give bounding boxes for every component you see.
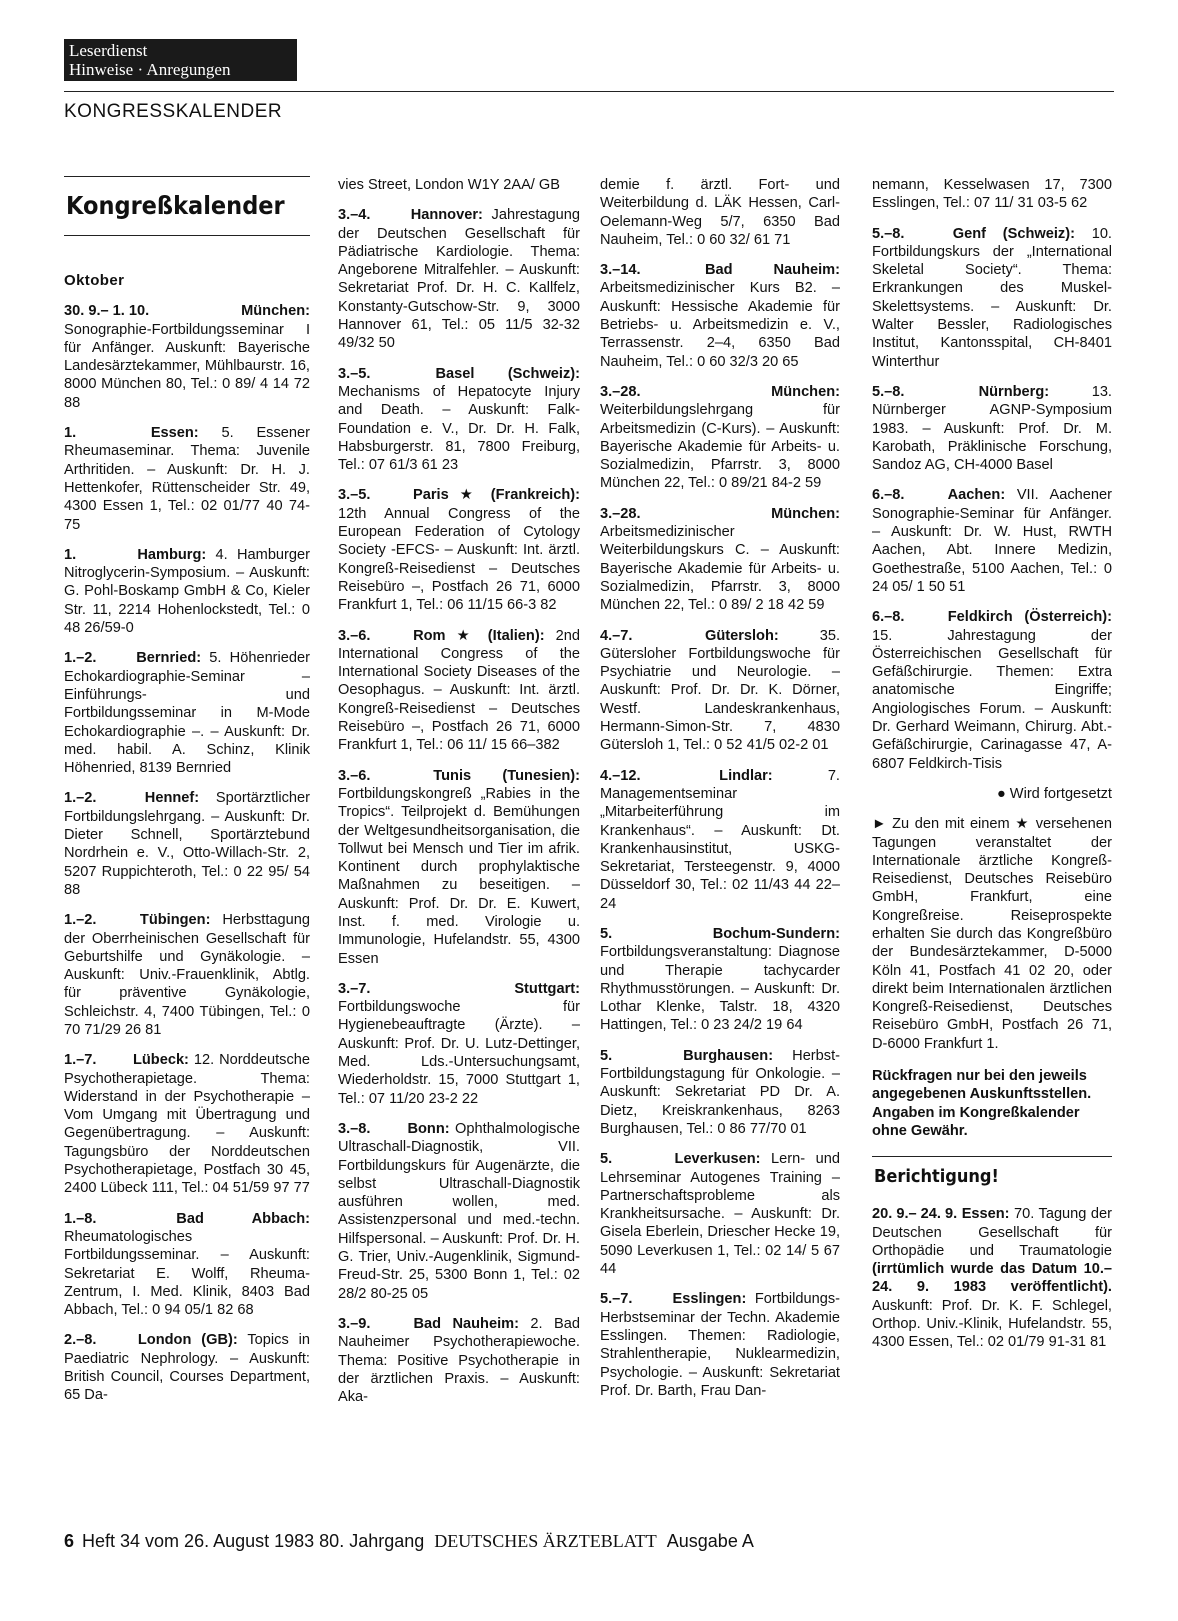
- calendar-entry: [64, 1331, 310, 1404]
- entry-text: Arbeitsmedizinischer Kurs B2. – Auskunft: Hessische Akademie für Betriebs- u. Arbeitsmedizin e. V., Terrassenstr. 2–4, 6350 Bad Nauheim, Tel.: 0 60 32/3 20 65: [600, 280, 840, 370]
- entry-text: Weiterbildungslehrgang für Arbeitsmedizin (C-Kurs). – Auskunft: Bayerische Akademie für Arbeits- u. Sozialmedizin, Pfarrstr. 3, 8000 München 22, Tel.: 0 89/21 84-2 59: [600, 402, 840, 492]
- entry-text: 12. Norddeutsche Psychotherapietage. Thema: Widerstand in der Psychotherapie – Vom Umgang mit Übertragung und Gegenübertragung. – Auskunft: Tagungsbüro der Norddeutschen Psychotherapietage, Postfach 30 45, 2400 Lübeck 111, Tel.: 04 51/59 97 77: [64, 1052, 310, 1197]
- entry-city: London (GB):: [137, 1332, 238, 1349]
- page-title: Kongreßkalender: [64, 177, 310, 236]
- entry-date: 4.–12.: [600, 767, 641, 784]
- entry-text: Ophthalmologische Ultraschall-Diagnostik, VII. Fortbildungskurs für Augenärzte, die selbst Ultraschall-Diagnostik ausführen wollen, med. Assistenzpersonal und med.-techn. Hilfspersonal. – Auskunft: Prof. Dr. H. G. Trier, Univ.-Augenklinik, Sigmund-Freud-Str. 25, 5300 Bonn 1, Tel.: 02 28/2 80-25 05: [338, 1120, 580, 1302]
- calendar-entry: [600, 1290, 840, 1400]
- title-block: [64, 176, 310, 236]
- entry-date: 3.–28.: [600, 383, 641, 400]
- entry-date: 3.–6.: [338, 767, 371, 784]
- calendar-entry: [600, 627, 840, 755]
- entry-date: 1.–8.: [64, 1210, 97, 1227]
- calendar-entry: [600, 1150, 840, 1278]
- entry-text: 2. Bad Nauheimer Psychotherapiewoche. Thema: Positive Psychotherapie in der ärztlichen Praxis. – Auskunft: Aka-: [338, 1315, 580, 1406]
- entry-city: Essen:: [961, 1206, 1010, 1223]
- entries-col1: [64, 302, 310, 1404]
- entry-city: Basel (Schweiz):: [435, 365, 580, 382]
- entry-date: 5.–7.: [600, 1291, 633, 1308]
- column-3: [600, 176, 840, 1412]
- entry-date: 5.: [600, 925, 613, 942]
- calendar-entry: [600, 176, 840, 249]
- entry-city: Lübeck:: [132, 1052, 189, 1069]
- entry-date: 1.–2.: [64, 790, 97, 807]
- entry-date: 1.–2.: [64, 650, 97, 667]
- entry-text: Rheumatologisches Fortbildungsseminar. – Auskunft: Sekretariat E. Wolff, Rheuma-Zentrum, I. Med. Klinik, 8403 Bad Abbach, Tel.: 0 94 05/1 82 68: [64, 1228, 310, 1319]
- entry-city: Bad Nauheim:: [704, 262, 840, 279]
- disclaimer: Rückfragen nur bei den jeweils angegebenen Auskunftsstellen. Angaben im Kongreßkalender ohne Gewähr.: [872, 1068, 1092, 1139]
- entry-city: Bad Nauheim:: [413, 1315, 519, 1332]
- entry-date: 3.–9.: [338, 1315, 371, 1332]
- column-4: [872, 176, 1112, 1364]
- entry-text: VII. Aachener Sonographie-Seminar für Anfänger. – Auskunft: Dr. W. Hust, RWTH Aachen, Abt. Innere Medizin, Goethestraße, 5100 Aachen, Tel.: 0 24 05/ 1 50 51: [872, 487, 1112, 595]
- entry-city: Tübingen:: [139, 912, 211, 929]
- issue-info: Heft 34 vom 26. August 1983 80. Jahrgang: [82, 1531, 425, 1551]
- calendar-entry: [64, 302, 310, 412]
- entry-date: 5.: [600, 1151, 613, 1168]
- calendar-entry: [338, 365, 580, 475]
- entry-city: Esslingen:: [672, 1291, 747, 1308]
- calendar-entry: [600, 925, 840, 1035]
- entry-city: Hamburg:: [137, 546, 207, 563]
- page-footer: [64, 1531, 754, 1552]
- correction-entry: [872, 1205, 1112, 1351]
- calendar-entry: [600, 767, 840, 913]
- calendar-entry: [338, 486, 580, 614]
- entry-text: Jahrestagung der Deutschen Gesellschaft für Pädiatrische Kardiologie. Thema: Angeborene Mitralfehler. – Auskunft: Sekretariat Prof. Dr. H. C. Kallfelz, Konstanty-Gutschow-Str. 9, 3000 Hannover 61, Tel.: 05 11/5 32-32 49/32 50: [338, 207, 580, 352]
- entry-date: 3.–7.: [338, 980, 371, 997]
- calendar-entry: [600, 261, 840, 371]
- calendar-entry: [64, 1051, 310, 1197]
- entry-date: 3.–6.: [338, 627, 371, 644]
- entry-text: 7. Managementseminar „Mitarbeiterführung im Krankenhaus“. – Auskunft: Dt. Krankenhausinstitut, USKG-Sekretariat, Tersteegenstr. 9, 4000 Düsseldorf 30, Tel.: 02 11/43 44 22–24: [600, 767, 840, 912]
- entry-city: Nürnberg:: [978, 383, 1050, 400]
- calendar-entry: [872, 176, 1112, 213]
- month-heading: Oktober: [64, 272, 125, 289]
- calendar-entry: [872, 383, 1112, 474]
- entry-city: Gütersloh:: [704, 627, 779, 644]
- entry-date: 1.–2.: [64, 912, 97, 929]
- entry-text: 70. Tagung der Deutschen Gesellschaft für Orthopädie und Traumatologie: [872, 1206, 1112, 1259]
- entry-text: 13. Nürnberger AGNP-Symposium 1983. – Auskunft: Prof. Dr. M. Karobath, Präklinische Forschung, Sandoz AG, CH-4000 Basel: [872, 383, 1112, 474]
- badge-line-1: Leserdienst: [69, 41, 148, 60]
- entry-text: 10. Fortbildungskurs der „International Skeletal Society“. Thema: Erkrankungen des Muskel-Skelettsystems. – Auskunft: Dr. Walter Bessler, Radiologisches Institut, Kantonsspital, CH-8401 Winterthur: [872, 225, 1112, 370]
- entry-text: 12th Annual Congress of the European Federation of Cytology Society -EFCS- – Auskunft: Int. ärztl. Kongreß-Reisedienst – Deutsches Reisebüro –, Postfach 26 71, 6000 Frankfurt 1, Tel.: 06 11/15 66-3 82: [338, 505, 580, 614]
- calendar-entry: [64, 546, 310, 637]
- entry-text: Lern- und Lehrseminar Autogenes Training – Partnerschaftsprobleme als Krankheitsursache. – Auskunft: Dr. Gisela Eberlein, Driescher Hecke 19, 5090 Leverkusen 1, Tel.: 02 14/ 5 67 44: [600, 1151, 840, 1278]
- entry-text-bold: (irrtümlich wurde das Datum 10.–24. 9. 1983 veröffentlicht).: [872, 1261, 1112, 1296]
- calendar-entry: [338, 206, 580, 352]
- entry-text: 35. Gütersloher Fortbildungswoche für Psychiatrie und Neurologie. – Auskunft: Prof. Dr. Dr. K. Dörner, Westf. Landeskrankenhaus, Hermann-Simon-Str. 7, 4830 Gütersloh 1, Tel.: 0 52 41/5 02-2 01: [600, 627, 840, 754]
- entry-city: Tunis (Tunesien):: [433, 767, 580, 784]
- entry-city: München:: [771, 505, 840, 522]
- entry-date: 3.–14.: [600, 262, 641, 279]
- entries-col4: [872, 176, 1112, 773]
- entry-text: 4. Hamburger Nitroglycerin-Symposium. – Auskunft: G. Pohl-Boskamp GmbH & Co, Kieler Str. 11, 2214 Hohenlockstedt, Tel.: 0 48 26/59-0: [64, 546, 311, 637]
- entry-text: Fortbildungs-Herbstseminar der Techn. Akademie Esslingen. Themen: Radiologie, Strahlentherapie, Nuklearmedizin, Psychologie. – Auskunft: Sekretariat Prof. Dr. Barth, Frau Dan-: [600, 1291, 840, 1399]
- edition: Ausgabe A: [666, 1531, 754, 1551]
- calendar-entry: [338, 627, 580, 755]
- entry-text: Sportärztlicher Fortbildungslehrgang. – Auskunft: Dr. Dieter Schnell, Sportärztebund Nordrhein e. V., Otto-Willach-Str. 2, 5207 Ruppichteroth, Tel.: 0 22 95/ 54 88: [64, 790, 310, 898]
- entry-text: Arbeitsmedizinischer Weiterbildungskurs C. – Auskunft: Bayerische Akademie für Arbeits- u. Sozialmedizin, Pfarrstr. 3, 8000 München 22, Tel.: 0 89/ 2 18 42 59: [600, 524, 840, 614]
- entry-date: 3.–28.: [600, 505, 641, 522]
- entry-text: Herbst-Fortbildungstagung für Onkologie. – Auskunft: Sekretariat PD Dr. A. Dietz, Kreiskrankenhaus, 8263 Burghausen, Tel.: 0 86 77/70 01: [600, 1047, 840, 1137]
- calendar-entry: [600, 383, 840, 493]
- calendar-entry: [872, 486, 1112, 596]
- entry-date: 2.–8.: [64, 1332, 97, 1349]
- entry-city: Stuttgart:: [514, 980, 580, 997]
- entry-text: Fortbildungswoche für Hygienebeauftragte (Ärzte). – Auskunft: Prof. Dr. U. Lutz-Dettinger, Med. Lds.-Untersuchungsamt, Wiederholdstr. 15, 7000 Stuttgart 1, Tel.: 07 11/20 23-2 22: [338, 999, 580, 1107]
- entry-city: Bernried:: [136, 650, 202, 667]
- entries-col3: [600, 176, 840, 1400]
- continued-note: ● Wird fortgesetzt: [996, 785, 1112, 802]
- entry-text: Fortbildungskongreß „Rabies in the Tropics“. Teilprojekt d. Bemühungen der Weltgesundheitsorganisation, die Tollwut bei Mensch und Tier im afrik. Kontinent durch prophylaktische Maßnahmen zu beseitigen. – Auskunft: Prof. Dr. Dr. E. Kuwert, Inst. f. med. Virologie u. Immunologie, Hufelandstr. 55, 4300 Essen: [338, 785, 580, 967]
- column-1: [64, 176, 310, 1417]
- entry-text: 15. Jahrestagung der Österreichischen Gesellschaft für Gefäßchirurgie. Themen: Extra anatomische Eingriffe; Angiologisches Forum. – Auskunft: Dr. Gerhard Weimann, Chirurg. Abt.-Gefäßchirurgie, Carinagasse 47, A-6807 Feldkirch-Tisis: [872, 627, 1112, 772]
- entry-date: 6.–8.: [872, 487, 905, 504]
- entry-text: Mechanisms of Hepatocyte Injury and Death. – Auskunft: Falk-Foundation e. V., Dr. Dr. H. Falk, Habsburgerstr. 81, 7800 Freiburg, Tel.: 07 61/3 61 23: [338, 383, 580, 474]
- entry-date: 30. 9.– 1. 10.: [64, 303, 150, 320]
- entry-date: 20. 9.– 24. 9.: [872, 1206, 958, 1223]
- entry-text: Sonographie-Fortbildungsseminar I für Anfänger. Auskunft: Bayerische Landesärztekammer, Mühlbaurstr. 16, 8000 München 80, Tel.: 0 89/ 4 14 72 88: [64, 321, 310, 411]
- entry-city: Leverkusen:: [674, 1151, 761, 1168]
- entry-text: vies Street, London W1Y 2AA/ GB: [338, 177, 560, 193]
- entry-date: 3.–5.: [338, 365, 371, 382]
- calendar-entry: [338, 980, 580, 1108]
- entry-text: 5. Höhenrieder Echokardiographie-Seminar – Einführungs- und Fortbildungsseminar in M-Mode Echokardiographie –. – Auskunft: Dr. med. habil. A. Schinz, Klinik Höhenried, 8139 Bernried: [64, 650, 310, 777]
- header-rule: [64, 91, 1114, 92]
- calendar-entry: [600, 1047, 840, 1138]
- entry-text: demie f. ärztl. Fort- und Weiterbildung d. LÄK Hessen, Carl-Oelemann-Weg 5/7, 6350 Bad Nauheim, Tel.: 0 60 32/ 61 71: [600, 177, 840, 248]
- calendar-entry: [872, 225, 1112, 371]
- calendar-entry: [64, 649, 310, 777]
- badge-line-2: Hinweise · Anregungen: [69, 60, 231, 79]
- column-2: [338, 176, 580, 1418]
- entry-city: Feldkirch (Österreich):: [947, 609, 1112, 626]
- entry-city: Bonn:: [407, 1120, 450, 1137]
- entry-city: Rom ★ (Italien):: [413, 627, 545, 644]
- magazine-name: DEUTSCHES ÄRZTEBLATT: [434, 1531, 657, 1551]
- entry-city: Bad Abbach:: [176, 1210, 310, 1227]
- calendar-entry: [64, 424, 310, 534]
- entries-col2: [338, 176, 580, 1406]
- entry-city: Bochum-Sundern:: [712, 925, 840, 942]
- section-badge: [64, 39, 297, 81]
- calendar-entry: [64, 911, 310, 1039]
- entry-date: 5.–8.: [872, 383, 905, 400]
- entry-text: 5. Essener Rheumaseminar. Thema: Juvenile Arthritiden. – Auskunft: Dr. H. J. Hettenkofer, Rüttenscheider Str. 49, 4300 Essen 1, Tel.: 02 01/77 40 74-75: [64, 425, 310, 533]
- entry-date: 1.: [64, 425, 77, 442]
- entry-text: nemann, Kesselwasen 17, 7300 Esslingen, Tel.: 07 11/ 31 03-5 62: [872, 177, 1112, 212]
- entry-text: 2nd International Congress of the International Society Diseases of the Oesophagus. – Auskunft: Int. ärztl. Kongreß-Reisedienst – Deutsches Reisebüro –, Postfach 26 71, 6000 Frankfurt 1, Tel.: 06 11/ 15 66–382: [338, 627, 580, 754]
- entry-city: Genf (Schweiz):: [952, 225, 1075, 242]
- correction-title: Berichtigung!: [872, 1156, 1112, 1197]
- entry-text-end: Auskunft: Prof. Dr. K. F. Schlegel, Orthop. Univ.-Klinik, Hufelandstr. 55, 4300 Essen, Tel.: 02 01/79 91-31 81: [872, 1297, 1112, 1351]
- entry-city: Lindlar:: [719, 767, 773, 784]
- entry-date: 6.–8.: [872, 609, 905, 626]
- calendar-entry: [338, 1120, 580, 1303]
- entry-date: 4.–7.: [600, 627, 633, 644]
- entry-city: Paris ★ (Frankreich):: [413, 487, 580, 504]
- calendar-entry: [338, 767, 580, 968]
- entry-city: Hannover:: [410, 207, 483, 224]
- entry-date: 1.: [64, 546, 77, 563]
- calendar-entry: [64, 1210, 310, 1320]
- calendar-entry: [64, 789, 310, 899]
- entry-city: Aachen:: [947, 487, 1006, 504]
- entry-date: 5.–8.: [872, 225, 905, 242]
- entry-city: Essen:: [150, 425, 199, 442]
- section-title: KONGRESSKALENDER: [64, 101, 283, 122]
- calendar-entry: [338, 1315, 580, 1406]
- entry-text: Herbsttagung der Oberrheinischen Gesellschaft für Geburtshilfe und Gynäkologie. – Auskunft: Univ.-Frauenklinik, Abtlg. für präventive Gynäkologie, Schleichstr. 4, 7400 Tübingen, Tel.: 0 70 71/29 26 81: [64, 912, 310, 1038]
- calendar-entry: [600, 505, 840, 615]
- entry-text: Fortbildungsveranstaltung: Diagnose und Therapie tachycarder Rhythmusstörungen. – Auskunft: Dr. Lothar Klenke, Talstr. 18, 4320 Hattingen, Tel.: 0 23 24/2 19 64: [600, 944, 840, 1034]
- calendar-entry: [872, 608, 1112, 773]
- entry-city: Burghausen:: [683, 1047, 774, 1064]
- entry-date: 5.: [600, 1047, 613, 1064]
- entry-text: Topics in Paediatric Nephrology. – Auskunft: British Council, Courses Department, 65 Da-: [64, 1332, 310, 1404]
- entry-date: 3.–5.: [338, 487, 371, 504]
- entry-city: München:: [771, 383, 840, 400]
- entry-date: 1.–7.: [64, 1052, 97, 1069]
- entry-city: München:: [241, 303, 310, 320]
- entry-date: 3.–4.: [338, 207, 371, 224]
- entry-date: 3.–8.: [338, 1120, 371, 1137]
- entry-city: Hennef:: [144, 790, 200, 807]
- page-number: 6: [64, 1531, 75, 1551]
- calendar-entry: [338, 176, 580, 194]
- star-note: ► Zu den mit einem ★ versehenen Tagungen veranstaltet der Internationale ärztliche Kongreß-Reisedienst, Deutsches Reisebüro GmbH, Frankfurt, eine Kongreßreise. Reiseprospekte erhalten Sie durch das Kongreßbüro der Bundesärztekammer, D-5000 Köln 41, Postfach 41 02 20, oder direkt beim Internationalen ärztlichen Kongreß-Reisedienst, Deutsches Reisebüro GmbH, Postfach 26 71, D-6000 Frankfurt 1.: [872, 816, 1112, 1052]
